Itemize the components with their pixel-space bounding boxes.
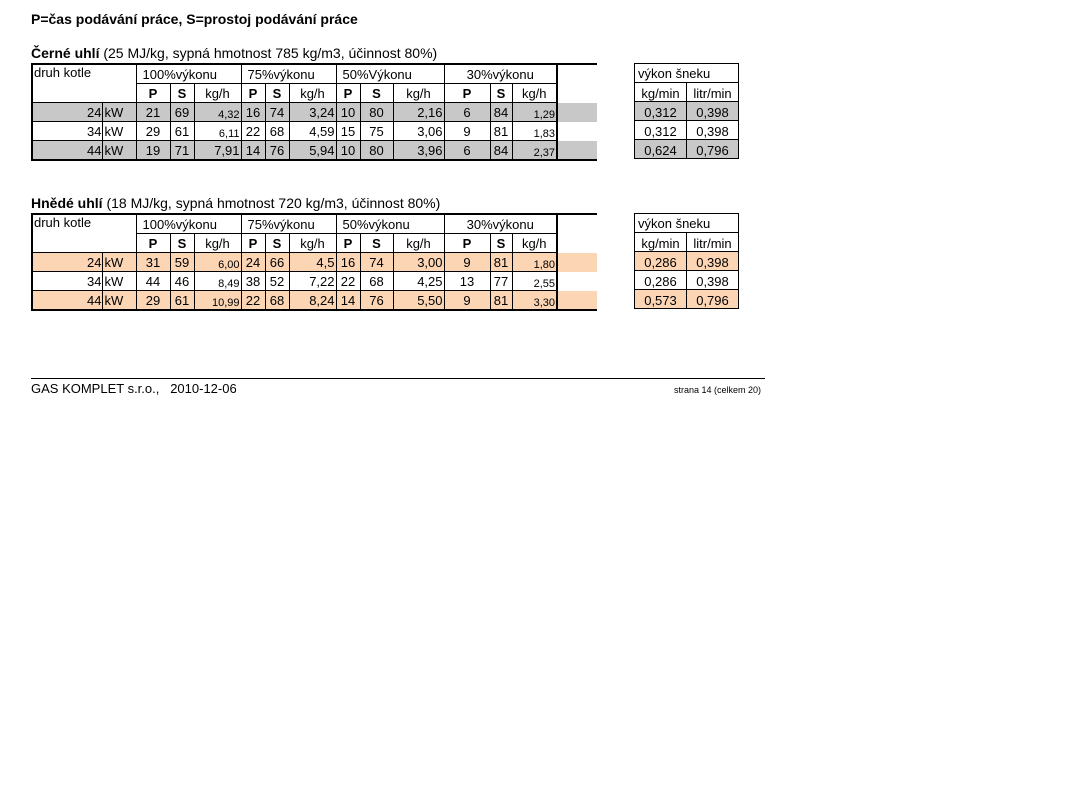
cell-p: 9 <box>444 291 490 311</box>
section-title-bold: Hnědé uhlí <box>31 195 103 211</box>
cell-s: 74 <box>360 253 393 272</box>
group-header-3: 30%výkonu <box>444 214 557 234</box>
cell-kgh: 5,50 <box>393 291 444 311</box>
cell-p: 21 <box>136 103 170 122</box>
cell-kgh: 3,00 <box>393 253 444 272</box>
cell-s: 52 <box>265 272 289 291</box>
section-title-rest: (18 MJ/kg, sypná hmotnost 720 kg/m3, účinnost 80%) <box>102 195 441 211</box>
cell-p: 15 <box>336 122 360 141</box>
auger-litrmin: 0,796 <box>687 140 739 159</box>
cell-s: 69 <box>170 103 194 122</box>
cell-p: 6 <box>444 103 490 122</box>
cell-s: 71 <box>170 141 194 161</box>
auger-row <box>635 102 739 121</box>
cell-p: 10 <box>336 141 360 161</box>
cell-s: 59 <box>170 253 194 272</box>
cell-kgh: 10,99 <box>194 291 241 311</box>
table-row <box>32 141 597 161</box>
row-power: 44 <box>32 141 102 161</box>
data-table-1 <box>31 213 597 311</box>
row-power: 34 <box>32 122 102 141</box>
cell-s: 84 <box>490 141 512 161</box>
table-row <box>32 122 597 141</box>
row-unit: kW <box>102 141 136 161</box>
cell-p: 38 <box>241 272 265 291</box>
cell-p: 29 <box>136 122 170 141</box>
cell-kgh: 2,55 <box>512 272 557 291</box>
spacer-cell <box>557 103 597 122</box>
section-title-bold: Černé uhlí <box>31 45 100 61</box>
cell-s: 81 <box>490 291 512 311</box>
cell-p: 10 <box>336 103 360 122</box>
cell-s: 81 <box>490 122 512 141</box>
auger-table-1 <box>634 213 739 309</box>
cell-s: 75 <box>360 122 393 141</box>
auger-litrmin: 0,796 <box>687 290 739 309</box>
cell-kgh: 3,06 <box>393 122 444 141</box>
table-row <box>32 103 597 122</box>
group-header-0: 100%výkonu <box>136 214 241 234</box>
subheader-s: S <box>490 234 512 253</box>
spacer-cell <box>557 122 597 141</box>
cell-kgh: 3,24 <box>289 103 336 122</box>
subheader-p: P <box>136 234 170 253</box>
group-header-1: 75%výkonu <box>241 64 336 84</box>
subheader-kgh: kg/h <box>194 234 241 253</box>
auger-row <box>635 121 739 140</box>
cell-s: 61 <box>170 122 194 141</box>
subheader-s: S <box>360 84 393 103</box>
cell-p: 19 <box>136 141 170 161</box>
auger-kgmin: 0,312 <box>635 121 687 140</box>
subheader-kgh: kg/h <box>289 234 336 253</box>
cell-kgh: 2,37 <box>512 141 557 161</box>
cell-s: 68 <box>265 122 289 141</box>
cell-p: 13 <box>444 272 490 291</box>
cell-p: 6 <box>444 141 490 161</box>
cell-kgh: 4,59 <box>289 122 336 141</box>
group-header-3: 30%výkonu <box>444 64 557 84</box>
cell-kgh: 1,29 <box>512 103 557 122</box>
auger-kgmin: 0,573 <box>635 290 687 309</box>
subheader-s: S <box>360 234 393 253</box>
subheader-p: P <box>241 84 265 103</box>
cell-s: 74 <box>265 103 289 122</box>
cell-kgh: 8,49 <box>194 272 241 291</box>
auger-row <box>635 252 739 271</box>
cell-kgh: 6,00 <box>194 253 241 272</box>
cell-s: 46 <box>170 272 194 291</box>
section-title-1 <box>31 195 440 211</box>
subheader-kgh: kg/h <box>393 84 444 103</box>
cell-kgh: 1,80 <box>512 253 557 272</box>
cell-kgh: 2,16 <box>393 103 444 122</box>
subheader-s: S <box>265 234 289 253</box>
subheader-p: P <box>336 234 360 253</box>
auger-col-col1: kg/min <box>635 233 687 252</box>
cell-s: 80 <box>360 141 393 161</box>
subheader-p: P <box>241 234 265 253</box>
cell-kgh: 6,11 <box>194 122 241 141</box>
cell-kgh: 5,94 <box>289 141 336 161</box>
cell-p: 16 <box>241 103 265 122</box>
auger-row <box>635 140 739 159</box>
footer-company-date: GAS KOMPLET s.r.o., 2010-12-06 <box>31 381 237 396</box>
cell-kgh: 4,5 <box>289 253 336 272</box>
auger-row <box>635 290 739 309</box>
auger-col-col2: litr/min <box>687 83 739 102</box>
cell-p: 16 <box>336 253 360 272</box>
col-label-druh-kotle: druh kotle <box>32 214 136 253</box>
cell-s: 81 <box>490 253 512 272</box>
cell-p: 31 <box>136 253 170 272</box>
subheader-s: S <box>170 234 194 253</box>
row-unit: kW <box>102 122 136 141</box>
cell-p: 22 <box>241 122 265 141</box>
subheader-s: S <box>490 84 512 103</box>
subheader-kgh: kg/h <box>393 234 444 253</box>
cell-s: 68 <box>265 291 289 311</box>
group-header-2: 50%Výkonu <box>336 64 444 84</box>
subheader-kgh: kg/h <box>289 84 336 103</box>
cell-p: 14 <box>336 291 360 311</box>
spacer-cell <box>557 253 597 272</box>
cell-s: 77 <box>490 272 512 291</box>
subheader-p: P <box>136 84 170 103</box>
cell-p: 24 <box>241 253 265 272</box>
cell-kgh: 7,91 <box>194 141 241 161</box>
row-power: 34 <box>32 272 102 291</box>
auger-kgmin: 0,624 <box>635 140 687 159</box>
cell-p: 9 <box>444 122 490 141</box>
subheader-s: S <box>170 84 194 103</box>
row-power: 44 <box>32 291 102 311</box>
auger-litrmin: 0,398 <box>687 102 739 121</box>
subheader-kgh: kg/h <box>512 84 557 103</box>
spacer-cell <box>557 141 597 161</box>
spacer-cell <box>557 64 597 103</box>
cell-s: 66 <box>265 253 289 272</box>
auger-table-0 <box>634 63 739 159</box>
auger-title: výkon šneku <box>635 64 739 83</box>
subheader-p: P <box>444 234 490 253</box>
auger-kgmin: 0,286 <box>635 271 687 290</box>
row-unit: kW <box>102 272 136 291</box>
page-heading: P=čas podávání práce, S=prostoj podávání práce <box>31 11 358 27</box>
group-header-2: 50%výkonu <box>336 214 444 234</box>
section-title-rest: (25 MJ/kg, sypná hmotnost 785 kg/m3, účinnost 80%) <box>99 45 438 61</box>
data-table-0 <box>31 63 597 161</box>
cell-s: 84 <box>490 103 512 122</box>
auger-litrmin: 0,398 <box>687 271 739 290</box>
subheader-p: P <box>444 84 490 103</box>
cell-kgh: 8,24 <box>289 291 336 311</box>
auger-kgmin: 0,286 <box>635 252 687 271</box>
subheader-kgh: kg/h <box>512 234 557 253</box>
row-unit: kW <box>102 103 136 122</box>
spacer-cell <box>557 214 597 253</box>
cell-s: 68 <box>360 272 393 291</box>
cell-kgh: 4,32 <box>194 103 241 122</box>
row-power: 24 <box>32 103 102 122</box>
cell-p: 22 <box>336 272 360 291</box>
row-power: 24 <box>32 253 102 272</box>
auger-col-col1: kg/min <box>635 83 687 102</box>
cell-p: 9 <box>444 253 490 272</box>
row-unit: kW <box>102 253 136 272</box>
row-unit: kW <box>102 291 136 311</box>
cell-p: 44 <box>136 272 170 291</box>
auger-col-col2: litr/min <box>687 233 739 252</box>
table-row <box>32 272 597 291</box>
subheader-kgh: kg/h <box>194 84 241 103</box>
spacer-cell <box>557 291 597 311</box>
subheader-p: P <box>336 84 360 103</box>
cell-kgh: 1,83 <box>512 122 557 141</box>
auger-litrmin: 0,398 <box>687 252 739 271</box>
auger-row <box>635 271 739 290</box>
cell-kgh: 7,22 <box>289 272 336 291</box>
cell-p: 29 <box>136 291 170 311</box>
cell-p: 14 <box>241 141 265 161</box>
auger-kgmin: 0,312 <box>635 102 687 121</box>
footer-page-number: strana 14 (celkem 20) <box>674 385 762 395</box>
cell-s: 80 <box>360 103 393 122</box>
section-title-0 <box>31 45 437 61</box>
table-row <box>32 253 597 272</box>
table-row <box>32 291 597 311</box>
cell-p: 22 <box>241 291 265 311</box>
footer-divider <box>31 378 765 379</box>
cell-s: 61 <box>170 291 194 311</box>
auger-title: výkon šneku <box>635 214 739 233</box>
group-header-1: 75%výkonu <box>241 214 336 234</box>
cell-kgh: 3,96 <box>393 141 444 161</box>
cell-kgh: 3,30 <box>512 291 557 311</box>
cell-s: 76 <box>265 141 289 161</box>
cell-s: 76 <box>360 291 393 311</box>
auger-litrmin: 0,398 <box>687 121 739 140</box>
col-label-druh-kotle: druh kotle <box>32 64 136 103</box>
cell-kgh: 4,25 <box>393 272 444 291</box>
subheader-s: S <box>265 84 289 103</box>
group-header-0: 100%výkonu <box>136 64 241 84</box>
spacer-cell <box>557 272 597 291</box>
